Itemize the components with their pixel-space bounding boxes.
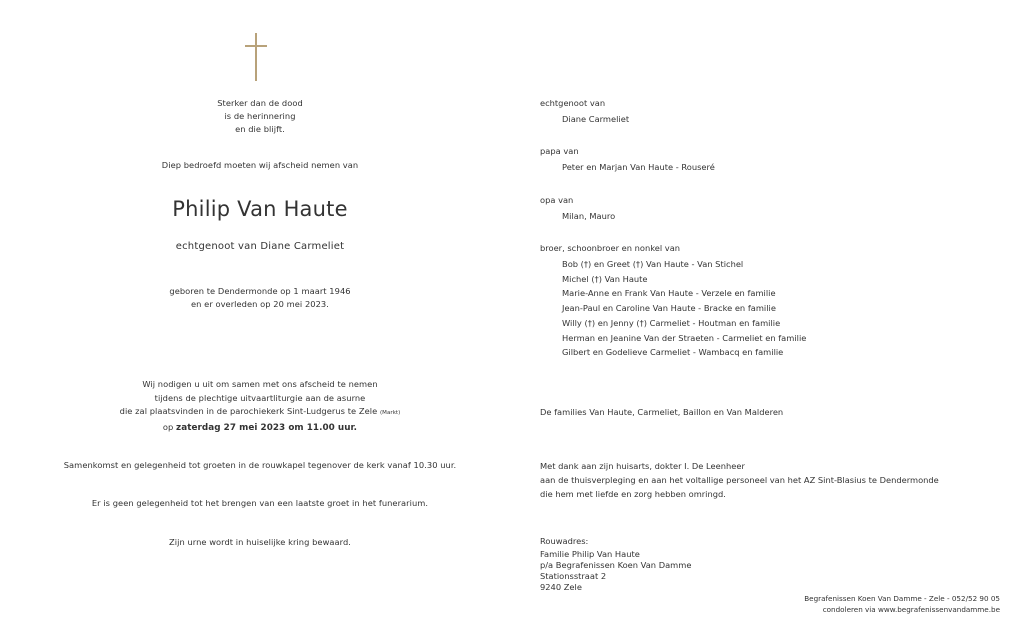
thanks-line: die hem met liefde en zorg hebben omringd. (540, 489, 726, 499)
invite-line: Wij nodigen u uit om samen met ons afscheid te nemen (142, 379, 378, 389)
death-line: en er overleden op 20 mei 2023. (191, 299, 329, 309)
grandchildren-section (540, 194, 1000, 223)
no-farewell-info: Er is geen gelegenheid tot het brengen van een laatste groet in het funerarium. (91, 498, 429, 508)
grandpa-label: opa van (540, 195, 574, 205)
children-section (540, 145, 1000, 174)
spouse-line: echtgenoot van Diane Carmeliet (175, 241, 345, 252)
address-line: Familie Philip Van Haute (540, 549, 640, 559)
list-item: Herman en Jeanine Van der Straeten - Carmeliet en familie (562, 332, 807, 343)
quote (40, 97, 480, 136)
date-prefix: op (162, 421, 174, 432)
families-line: De families Van Haute, Carmeliet, Baillon en Van Malderen (540, 407, 784, 417)
church-text: die zal plaatsvinden in de parochiekerk Sint-Ludgerus te Zele (119, 406, 378, 416)
quote-line: is de herinnering (224, 111, 296, 121)
address-label: Rouwadres: (540, 536, 589, 546)
list-item: Bob (†) en Greet (†) Van Haute - Van Stichel (562, 259, 744, 269)
grandchildren-names: Milan, Mauro (562, 211, 616, 221)
invite-line: tijdens de plechtige uitvaartliturgie aan de asurne (154, 392, 366, 403)
condolence-link[interactable]: condoleren via www.begrafenissenvandamme.be (822, 605, 1000, 614)
thanks-section (540, 459, 1000, 501)
spouse-label: echtgenoot van (540, 98, 606, 108)
address-line: Stationsstraat 2 (540, 571, 607, 581)
quote-line: Sterker dan de dood (217, 98, 303, 108)
children-names: Peter en Marjan Van Haute - Rouseré (562, 162, 715, 172)
funeral-invitation (40, 378, 480, 435)
spouse-section (540, 97, 1000, 126)
urn-info: Zijn urne wordt in huiselijke kring bewaard. (169, 537, 351, 547)
siblings-list (540, 257, 1000, 360)
siblings-section (540, 242, 1000, 360)
funeral-home-contact: Begrafenissen Koen Van Damme - Zele - 052/52 90 05 (804, 594, 1000, 603)
cross-icon (245, 33, 267, 81)
invite-line (40, 405, 480, 421)
funeral-date: zaterdag 27 mei 2023 om 11.00 uur. (176, 422, 358, 433)
invite-date-line (40, 421, 480, 436)
funeral-home-footer (804, 593, 1000, 615)
siblings-label: broer, schoonbroer en nonkel van (540, 243, 681, 253)
deceased-name: Philip Van Haute (172, 197, 348, 221)
intro-text: Diep bedroefd moeten wij afscheid nemen van (161, 160, 359, 170)
list-item: Michel (†) Van Haute (562, 273, 648, 284)
birth-line: geboren te Dendermonde op 1 maart 1946 (169, 286, 351, 296)
church-note: (Markt) (379, 410, 401, 416)
birth-death-info (40, 285, 480, 311)
father-label: papa van (540, 146, 579, 156)
mourning-address (540, 536, 1000, 593)
address-line: 9240 Zele (540, 582, 582, 592)
list-item: Jean-Paul en Caroline Van Haute - Bracke en familie (562, 303, 776, 314)
list-item: Willy (†) en Jenny (†) Carmeliet - Houtman en familie (562, 317, 781, 328)
list-item: Marie-Anne en Frank Van Haute - Verzele en familie (562, 288, 776, 299)
quote-line: en die blijft. (235, 124, 285, 134)
address-line: p/a Begrafenissen Koen Van Damme (540, 560, 692, 570)
thanks-line: Met dank aan zijn huisarts, dokter I. De Leenheer (540, 461, 745, 471)
list-item: Gilbert en Godelieve Carmeliet - Wambacq en familie (562, 347, 784, 358)
gathering-info: Samenkomst en gelegenheid tot groeten in de rouwkapel tegenover de kerk vanaf 10.30 uur. (63, 460, 457, 470)
spouse-name: Diane Carmeliet (562, 114, 630, 124)
thanks-line: aan de thuisverpleging en aan het voltallige personeel van het AZ Sint-Blasius te Dendermonde (540, 475, 939, 485)
